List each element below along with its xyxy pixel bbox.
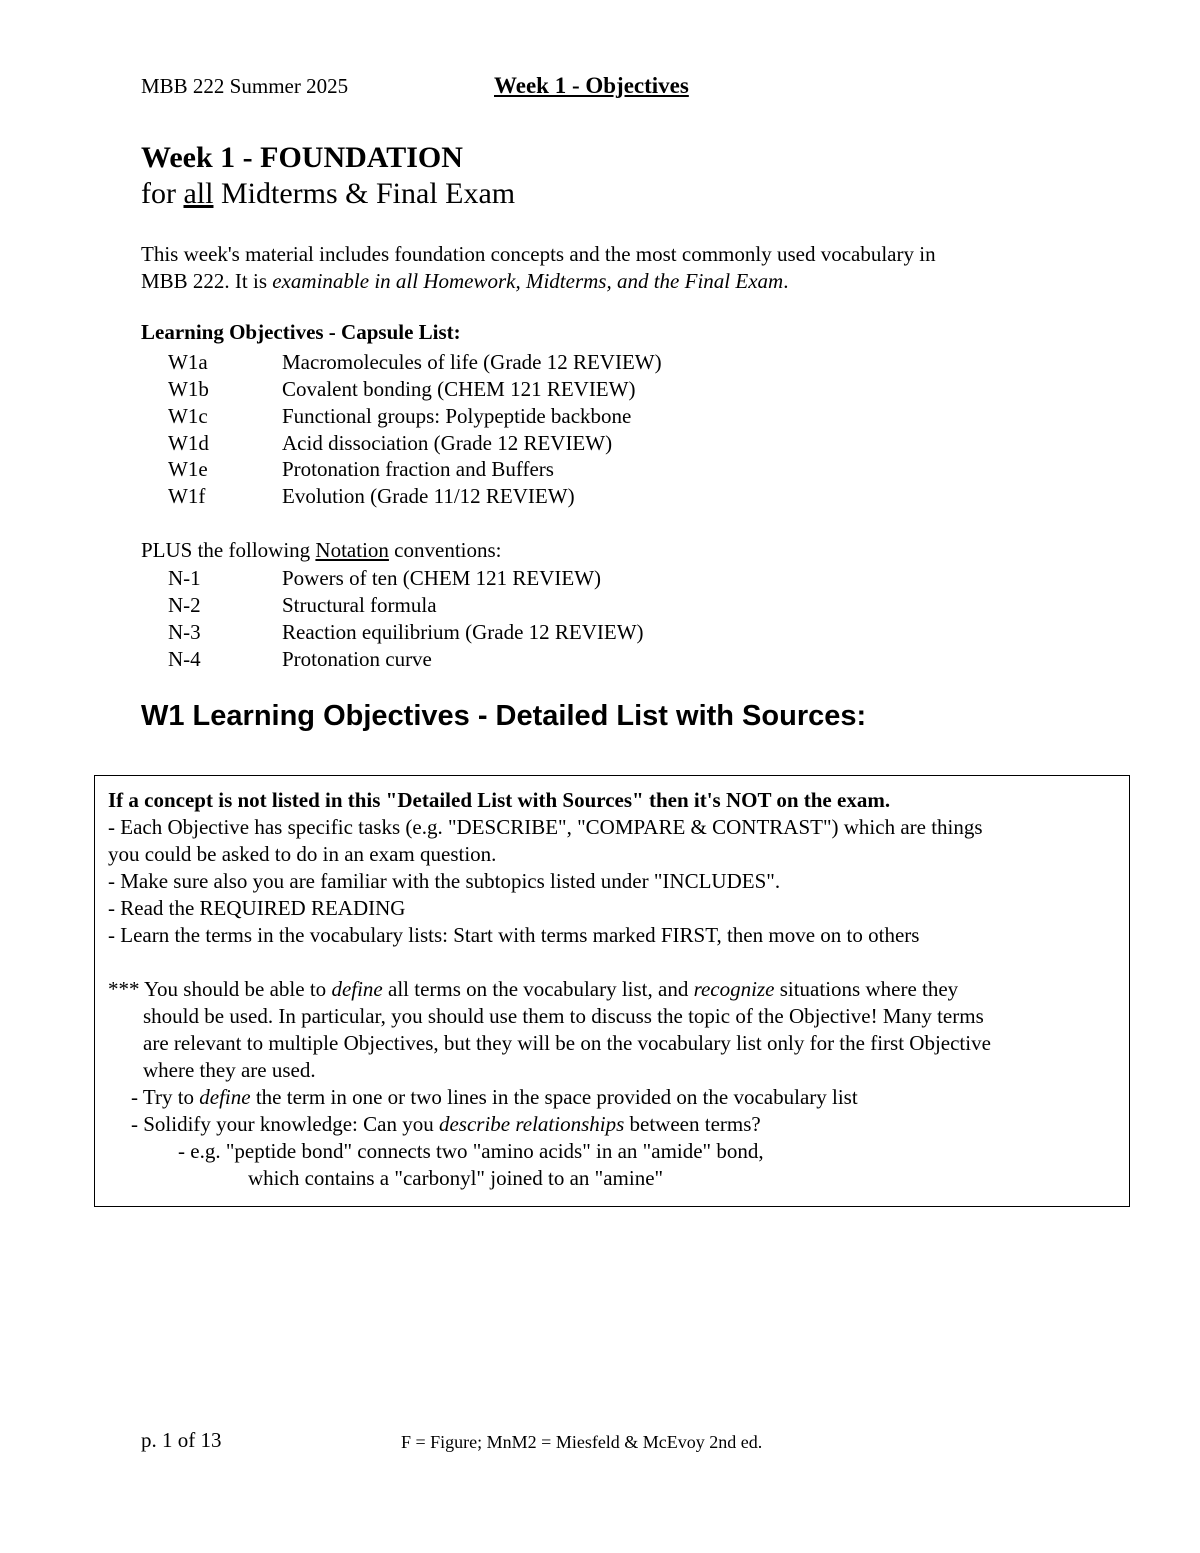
notation-underlined: Notation — [315, 538, 389, 562]
notation-code: N-2 — [168, 593, 201, 617]
notation-text: Structural formula — [282, 593, 437, 617]
stars-italic-define: define — [331, 977, 383, 1001]
notice-stars-continued: should be used. In particular, you should use them to discuss the topic of the Objective! Many terms — [143, 1004, 984, 1028]
notice-bullet: - Read the REQUIRED READING — [108, 896, 406, 920]
notice-stars-line — [108, 977, 958, 1002]
page-subtitle — [141, 177, 515, 211]
objective-code: W1a — [168, 350, 208, 374]
notation-text: Powers of ten (CHEM 121 REVIEW) — [282, 566, 602, 590]
objective-code: W1f — [168, 484, 206, 508]
subtitle-post: Midterms & Final Exam — [213, 177, 516, 210]
intro-line-2-italic: examinable in all Homework, Midterms, and the Final Exam — [272, 269, 784, 293]
stars-pre: *** You should be able to — [108, 977, 332, 1001]
objective-code: W1e — [168, 457, 208, 481]
notice-example-continued: which contains a "carbonyl" joined to an "amine" — [248, 1166, 664, 1190]
stars-italic-recognize: recognize — [693, 977, 775, 1001]
notice-bullet: - Learn the terms in the vocabulary lists: Start with terms marked FIRST, then move on to others — [108, 923, 920, 947]
capsule-item — [168, 377, 635, 402]
intro-line-1: This week's material includes foundation concepts and the most commonly used vocabulary in — [141, 242, 936, 266]
notice-bold-line: If a concept is not listed in this "Detailed List with Sources" then it's NOT on the exam. — [108, 788, 891, 812]
objective-text: Acid dissociation (Grade 12 REVIEW) — [282, 431, 613, 455]
notation-pre: PLUS the following — [141, 538, 316, 562]
tip-italic: define — [199, 1085, 251, 1109]
objective-text: Functional groups: Polypeptide backbone — [282, 404, 632, 428]
page-title: Week 1 - FOUNDATION — [141, 141, 463, 174]
intro-line-2-post: . — [783, 269, 789, 293]
objective-text: Covalent bonding (CHEM 121 REVIEW) — [282, 377, 636, 401]
stars-mid: all terms on the vocabulary list, and — [382, 977, 694, 1001]
tip-post: the term in one or two lines in the space provided on the vocabulary list — [250, 1085, 858, 1109]
tip-pre: - Solidify your knowledge: Can you — [131, 1112, 439, 1136]
tip-post: between terms? — [624, 1112, 761, 1136]
notice-tip-relationships — [131, 1112, 761, 1137]
course-label: MBB 222 Summer 2025 — [141, 74, 349, 98]
notice-example: - e.g. "peptide bond" connects two "amino acids" in an "amide" bond, — [178, 1139, 764, 1163]
objective-code: W1c — [168, 404, 208, 428]
notice-bullet: - Each Objective has specific tasks (e.g. "DESCRIBE", "COMPARE & CONTRAST") which are things — [108, 815, 983, 839]
capsule-item — [168, 404, 631, 429]
capsule-item — [168, 484, 575, 509]
notation-code: N-3 — [168, 620, 201, 644]
intro-line-2 — [141, 269, 788, 294]
notation-item — [168, 593, 437, 618]
notation-text: Reaction equilibrium (Grade 12 REVIEW) — [282, 620, 644, 644]
detailed-list-heading: W1 Learning Objectives - Detailed List with Sources: — [141, 700, 867, 732]
notation-text: Protonation curve — [282, 647, 432, 671]
intro-line-2-pre: MBB 222. It is — [141, 269, 273, 293]
subtitle-pre: for — [141, 177, 184, 210]
stars-post: situations where they — [774, 977, 959, 1001]
notice-bullet-continued: you could be asked to do in an exam question. — [108, 842, 497, 866]
notice-stars-continued: where they are used. — [143, 1058, 316, 1082]
capsule-list-heading: Learning Objectives - Capsule List: — [141, 320, 461, 344]
notation-item — [168, 620, 644, 645]
objective-text: Macromolecules of life (Grade 12 REVIEW) — [282, 350, 662, 374]
notation-intro — [141, 538, 502, 563]
tip-pre: - Try to — [131, 1085, 200, 1109]
subtitle-underlined: all — [183, 177, 214, 210]
exam-scope-notice-box — [94, 775, 1130, 1207]
objective-text: Protonation fraction and Buffers — [282, 457, 554, 481]
notice-bullet: - Make sure also you are familiar with the subtopics listed under "INCLUDES". — [108, 869, 781, 893]
notation-item — [168, 566, 601, 591]
notice-stars-continued: are relevant to multiple Objectives, but they will be on the vocabulary list only for the first Objective — [143, 1031, 991, 1055]
tip-italic: describe relationships — [438, 1112, 625, 1136]
objective-code: W1d — [168, 431, 209, 455]
capsule-item — [168, 431, 612, 456]
objective-text: Evolution (Grade 11/12 REVIEW) — [282, 484, 575, 508]
capsule-item — [168, 457, 554, 482]
notation-post: conventions: — [388, 538, 502, 562]
notation-item — [168, 647, 432, 672]
notation-code: N-1 — [168, 566, 201, 590]
footer-legend: F = Figure; MnM2 = Miesfeld & McEvoy 2nd ed. — [401, 1432, 763, 1452]
notation-code: N-4 — [168, 647, 201, 671]
capsule-item — [168, 350, 662, 375]
notice-tip-define — [131, 1085, 858, 1110]
page-header-title: Week 1 - Objectives — [494, 73, 689, 98]
page-number: p. 1 of 13 — [141, 1428, 222, 1452]
objective-code: W1b — [168, 377, 209, 401]
